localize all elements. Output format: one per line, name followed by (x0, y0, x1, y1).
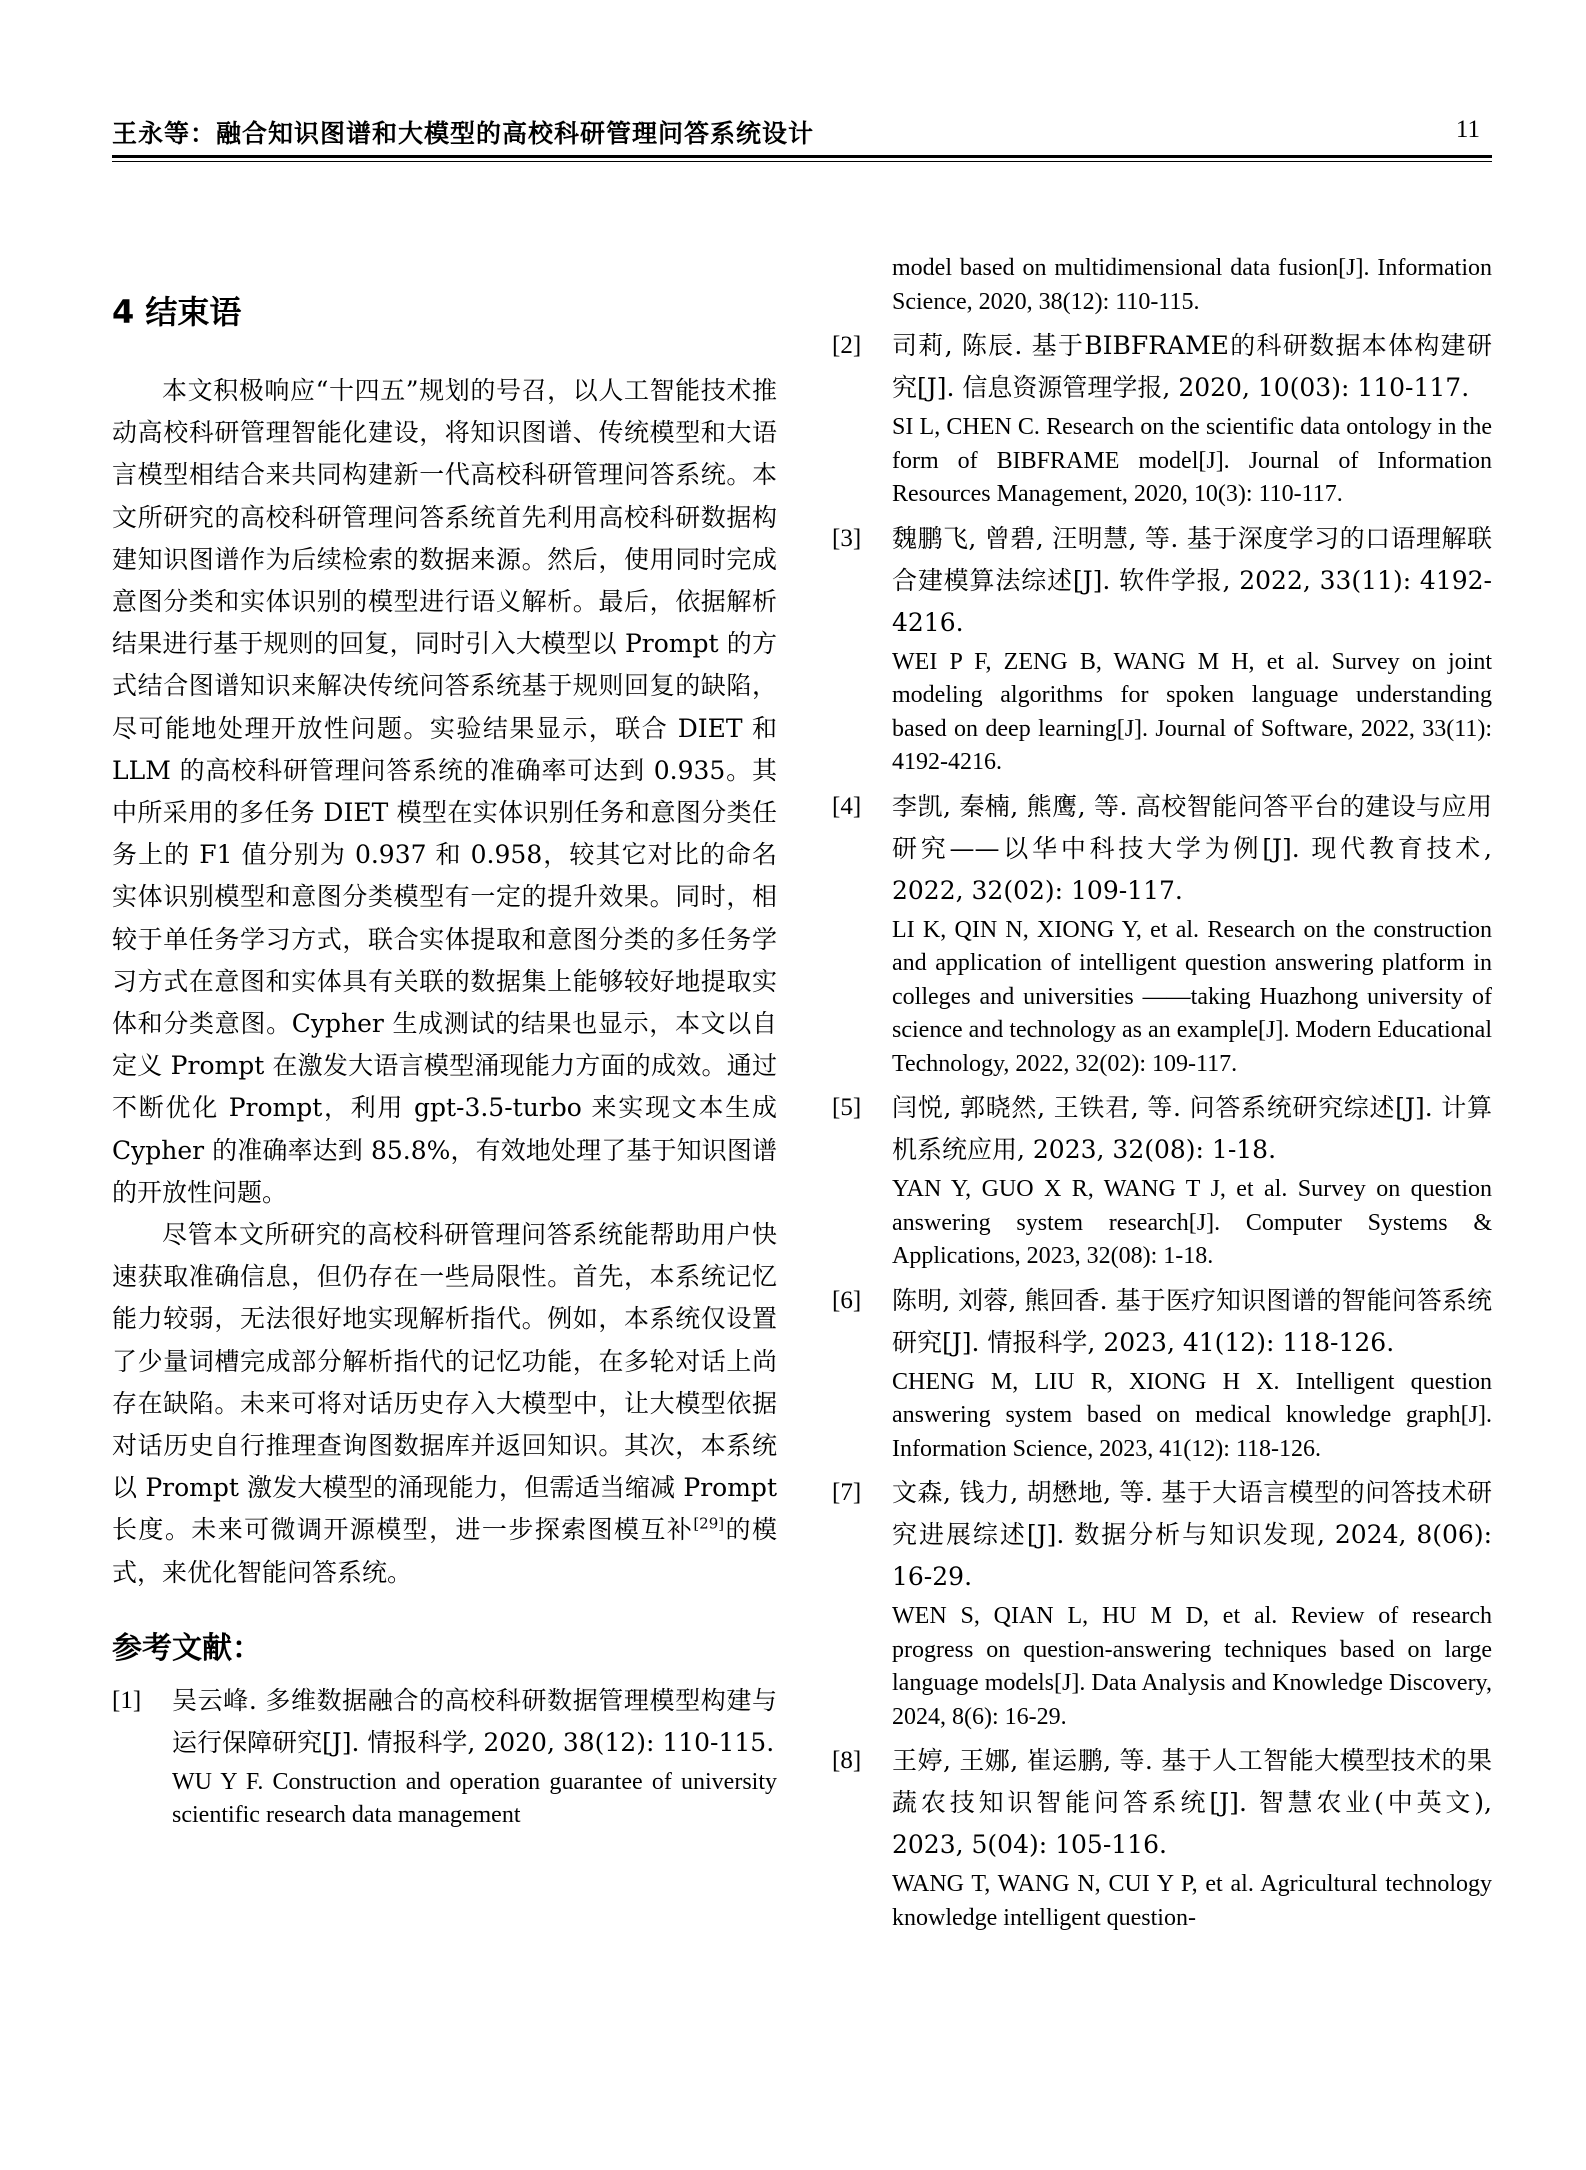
reference-zh: 陈明, 刘蓉, 熊回香. 基于医疗知识图谱的智能问答系统研究[J]. 情报科学, 2023, 41(12): 118-126. (892, 1285, 1492, 1357)
header-rule (112, 155, 1492, 162)
right-column (832, 252, 1492, 1941)
reference-en: WEN S, QIAN L, HU M D, et al. Review of research progress on question-answering techniques based on large language models[J]. Data Analysis and Knowledge Discovery, 2024, 8(6): 16-29. (892, 1603, 1492, 1730)
reference-zh: 魏鹏飞, 曾碧, 汪明慧, 等. 基于深度学习的口语理解联合建模算法综述[J]. 软件学报, 2022, 33(11): 4192-4216. (892, 523, 1492, 637)
reference-item (832, 518, 1492, 780)
reference-en: CHENG M, LIU R, XIONG H X. Intelligent question answering system based on medical knowledge graph[J]. Information Science, 2023, 41(12): 118-126. (892, 1368, 1492, 1462)
reference-item (832, 1740, 1492, 1935)
left-column (112, 290, 777, 1839)
reference-zh: 司莉, 陈辰. 基于BIBFRAME的科研数据本体构建研究[J]. 信息资源管理学报, 2020, 10(03): 110-117. (892, 331, 1492, 402)
reference-en: WU Y F. Construction and operation guarantee of university scientific research data management (172, 1768, 777, 1829)
reference-item (832, 1280, 1492, 1467)
page-number: 11 (1455, 116, 1480, 143)
reference-en: YAN Y, GUO X R, WANG T J, et al. Survey on question answering system research[J]. Computer Systems & Applications, 2023, 32(08): 1-18. (892, 1176, 1492, 1269)
body-text: 的模式，来优化智能问答系统。 (112, 1515, 777, 1587)
reference-number: [6] (832, 1286, 862, 1314)
reference-zh: 文森, 钱力, 胡懋地, 等. 基于大语言模型的问答技术研究进展综述[J]. 数据分析与知识发现, 2024, 8(06): 16-29. (892, 1478, 1492, 1591)
reference-zh: 王婷, 王娜, 崔运鹏, 等. 基于人工智能大模型技术的果蔬农技知识智能问答系统[J]. 智慧农业(中英文), 2023, 5(04): 105-116. (892, 1746, 1492, 1859)
reference-item (832, 1472, 1492, 1734)
reference-number: [4] (832, 792, 862, 820)
reference-en: WEI P F, ZENG B, WANG M H, et al. Survey on joint modeling algorithms for spoken language understanding based on deep learning[J]. Journal of Software, 2022, 33(11): 4192-4216. (892, 648, 1492, 775)
reference-item (112, 1680, 777, 1833)
body-text: 尽管本文所研究的高校科研管理问答系统能帮助用户快速获取准确信息，但仍存在一些局限性。首先，本系统记忆能力较弱，无法很好地实现解析指代。例如，本系统仅设置了少量词槽完成部分解析指代的记忆功能，在多轮对话上尚存在缺陷。未来可将对话历史存入大模型中，让大模型依据对话历史自行推理查询图数据库并返回知识。其次，本系统以 Prompt 激发大模型的涌现能力，但需适当缩减 Prompt 长度。未来可微调开源模型，进一步探索图模互补 (112, 1220, 777, 1545)
reference-number: [8] (832, 1747, 862, 1774)
reference-zh: 闫悦, 郭晓然, 王铁君, 等. 问答系统研究综述[J]. 计算机系统应用, 2023, 32(08): 1-18. (892, 1093, 1492, 1164)
running-header (112, 108, 1492, 152)
reference-number: [3] (832, 524, 862, 552)
reference-en: WANG T, WANG N, CUI Y P, et al. Agricultural technology knowledge intelligent question- (892, 1871, 1492, 1931)
reference-number: [7] (832, 1479, 862, 1506)
reference-continuation: model based on multidimensional data fusion[J]. Information Science, 2020, 38(12): 110-115. (892, 255, 1492, 315)
reference-zh: 吴云峰. 多维数据融合的高校科研数据管理模型构建与运行保障研究[J]. 情报科学, 2020, 38(12): 110-115. (172, 1685, 777, 1757)
references-heading: 参考文献： (112, 1630, 262, 1666)
reference-item (832, 1087, 1492, 1274)
reference-en: SI L, CHEN C. Research on the scientific data ontology in the form of BIBFRAME model[J]. Journal of Information Resources Management, 2020, 10(3): 110-117. (892, 414, 1492, 507)
reference-number: [1] (112, 1686, 142, 1714)
citation-superscript: [29] (693, 1515, 725, 1534)
reference-en: LI K, QIN N, XIONG Y, et al. Research on the construction and application of intelligent question answering platform in colleges and universities ——taking Huazhong university of science and technology as an example[J]. Modern Educational Technology, 2022, 32(02): 109-117. (892, 916, 1492, 1077)
reference-item (832, 325, 1492, 512)
reference-zh: 李凯, 秦楠, 熊鹰, 等. 高校智能问答平台的建设与应用研究——以华中科技大学为例[J]. 现代教育技术, 2022, 32(02): 109-117. (892, 791, 1492, 905)
reference-item (832, 786, 1492, 1082)
body-paragraph-last (112, 1214, 777, 1594)
reference-number: [5] (832, 1094, 862, 1121)
section-heading: 4 结束语 (112, 293, 242, 331)
body-paragraph: 本文积极响应“十四五”规划的号召，以人工智能技术推动高校科研管理智能化建设，将知识图谱、传统模型和大语言模型相结合来共同构建新一代高校科研管理问答系统。本文所研究的高校科研管理问答系统首先利用高校科研数据构建知识图谱作为后续检索的数据来源。然后，使用同时完成意图分类和实体识别的模型进行语义解析。最后，依据解析结果进行基于规则的回复，同时引入大模型以 Prompt 的方式结合图谱知识来解决传统问答系统基于规则回复的缺陷，尽可能地处理开放性问题。实验结果显示，联合 DIET 和 LLM 的高校科研管理问答系统的准确率可达到 0.935。其中所采用的多任务 DIET 模型在实体识别任务和意图分类任务上的 F1 值分别为 0.937 和 0.958，较其它对比的命名实体识别模型和意图分类模型有一定的提升效果。同时，相较于单任务学习方式，联合实体提取和意图分类的多任务学习方式在意图和实体具有关联的数据集上能够较好地提取实体和分类意图。Cypher 生成测试的结果也显示，本文以自定义 Prompt 在激发大语言模型涌现能力方面的成效。通过不断优化 Prompt，利用 gpt-3.5-turbo 来实现文本生成 Cypher 的准确率达到 85.8%，有效地处理了基于知识图谱的开放性问题。 (112, 376, 777, 1207)
running-header-title: 王永等：融合知识图谱和大模型的高校科研管理问答系统设计 (112, 119, 815, 148)
reference-number: [2] (832, 332, 862, 359)
